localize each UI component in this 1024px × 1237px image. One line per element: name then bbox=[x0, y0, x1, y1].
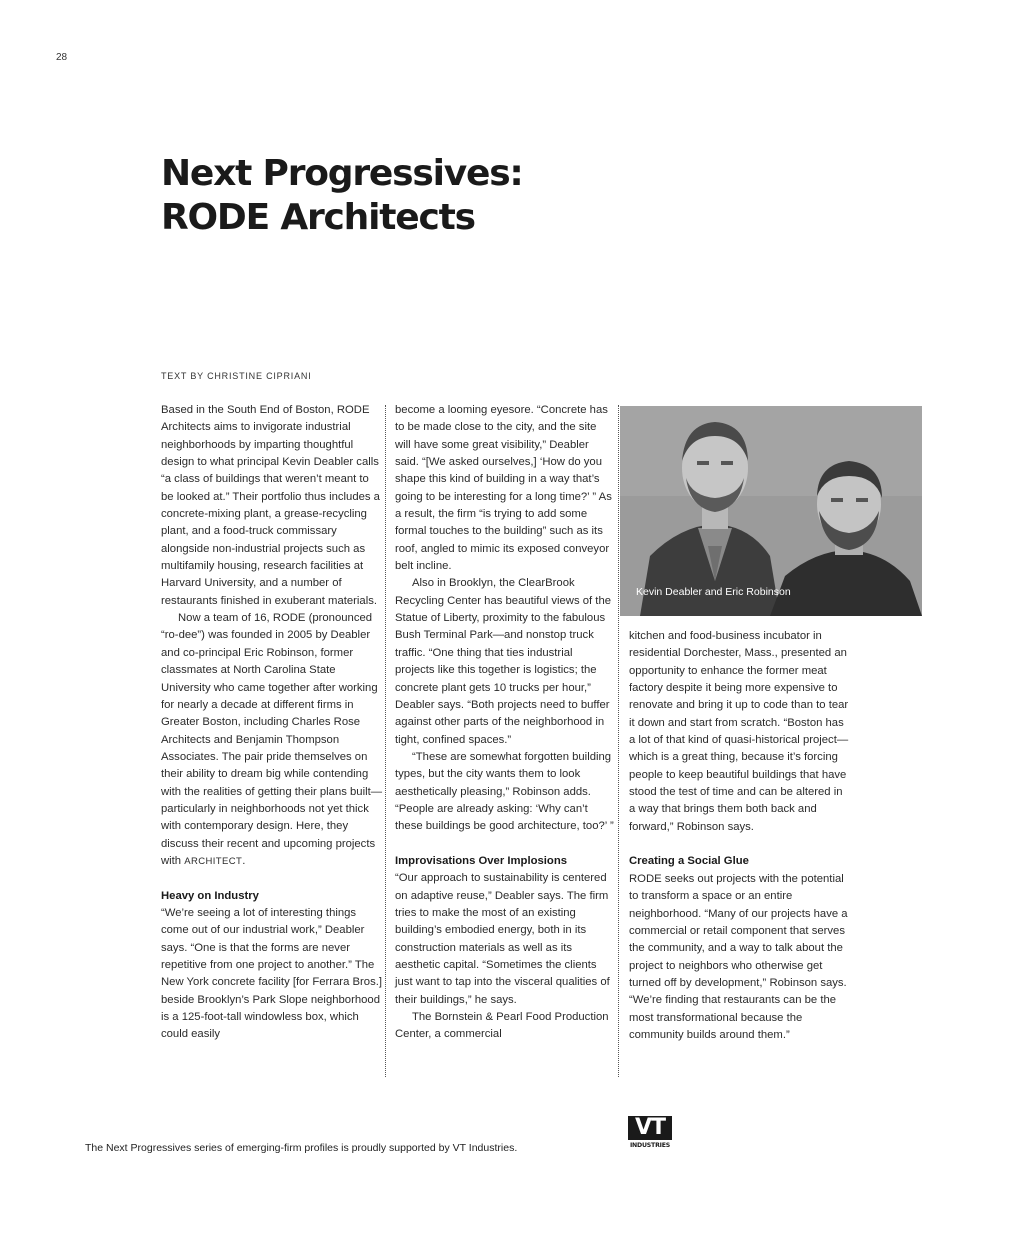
byline: TEXT BY CHRISTINE CIPRIANI bbox=[161, 371, 312, 381]
paragraph: become a looming eyesore. “Concrete has to be made close to the city, and the site will have some great visibility,” Deabler said. “[We asked ourselves,] ‘How do you shape this kind of building in a way that’s going to be interesting for a long time?’ ” As a result, the firm “is trying to add some formal touches to the building” such as its roof, angled to mimic its exposed conveyor belt incline. bbox=[395, 404, 612, 573]
sponsor-note: The Next Progressives series of emerging-firm profiles is proudly supported by VT Industries. bbox=[85, 1142, 518, 1154]
paragraph bbox=[161, 610, 383, 870]
section-heading: Heavy on Industry bbox=[161, 889, 259, 902]
section-heading: Improvisations Over Implosions bbox=[395, 854, 568, 867]
column-divider bbox=[385, 405, 386, 1077]
title-line-1: Next Progressives: bbox=[161, 153, 523, 194]
paragraph: RODE seeks out projects with the potential to transform a space or an entire neighborhood. “Many of our projects have a commercial or retail component that serves the community, and a way to talk about the project to neighbors who otherwise get turned off by development,” Robinson says. “We’re finding that restaurants can be the most transformational because the community builds around them.” bbox=[629, 872, 848, 1041]
photo-caption: Kevin Deabler and Eric Robinson bbox=[636, 586, 791, 598]
column-3 bbox=[629, 628, 851, 1044]
page-number: 28 bbox=[56, 52, 68, 63]
logo-mark: VT bbox=[628, 1116, 672, 1140]
paragraph: Also in Brooklyn, the ClearBrook Recycling Center has beautiful views of the Statue of Liberty, proximity to the fabulous Bush Terminal Park—and nonstop truck traffic. “One thing that ties industrial projects like this together is logistics; the concrete plant gets 10 trucks per hour,” Deabler says. “Both projects need to buffer against other parts of the neighborhood in tight, confined spaces.” bbox=[395, 577, 612, 746]
title-line-2: RODE Architects bbox=[161, 197, 475, 238]
vt-industries-logo bbox=[628, 1116, 672, 1154]
paragraph: Based in the South End of Boston, RODE Architects aims to invigorate industrial neighborhoods by imparting thoughtful design to what principal Kevin Deabler calls “a class of buildings that weren’t meant to be looked at.” Their portfolio thus includes a concrete-mixing plant, a grease-recycling plant, and a food-truck commissary alongside non-industrial projects such as multifamily housing, research facilities at Harvard University, and a number of restaurants finished in exuberant materials. bbox=[161, 404, 380, 607]
logo-wordmark: INDUSTRIES bbox=[629, 1142, 671, 1149]
column-2 bbox=[395, 402, 615, 1044]
magazine-name: ARCHITECT bbox=[184, 855, 243, 867]
column-1 bbox=[161, 402, 383, 1044]
article-title bbox=[161, 152, 523, 240]
paragraph: “We’re seeing a lot of interesting things come out of our industrial work,” Deabler says. “One is that the forms are never repetitive from one project to another.” The New York concrete facility [for Ferrara Bros.] beside Brooklyn’s Park Slope neighborhood is a 125-foot-tall windowless box, which could easily bbox=[161, 906, 382, 1041]
paragraph: The Bornstein & Pearl Food Production Center, a commercial bbox=[395, 1011, 609, 1041]
column-divider bbox=[618, 405, 619, 1077]
paragraph-text: Now a team of 16, RODE (pronounced “ro-dee”) was founded in 2005 by Deabler and co-principal Eric Robinson, former classmates at North Carolina State University who came together after working for nearly a decade at different firms in Greater Boston, including Charles Rose Architects and Benjamin Thompson Associates. The pair pride themselves on their ability to dream big while contending with the realities of getting their plans built—particularly in neighborhoods not yet thick with contemporary design. Here, they discuss their recent and upcoming projects with bbox=[161, 612, 383, 867]
section-heading: Creating a Social Glue bbox=[629, 855, 749, 868]
portrait-photo bbox=[620, 406, 922, 616]
paragraph: “Our approach to sustainability is centered on adaptive reuse,” Deabler says. The firm tries to make the most of an existing building’s embodied energy, both in its construction materials as well as its aesthetic capital. “Sometimes the clients just want to tap into the visceral qualities of their buildings,” he says. bbox=[395, 872, 610, 1006]
paragraph: “These are somewhat forgotten building types, but the city wants them to look aesthetically pleasing,” Robinson adds. “People are already asking: ‘Why can’t these buildings be good architecture, too?’ ” bbox=[395, 750, 614, 833]
paragraph-end: . bbox=[242, 854, 246, 867]
paragraph: kitchen and food-business incubator in residential Dorchester, Mass., presented an opportunity to enhance the former meat factory despite it being more expensive to renovate and bring it up to code than to tear it down and start from scratch. “Boston has a lot of that kind of quasi-historical project—which is a great thing, because it’s forcing people to keep beautiful buildings that have stood the test of time and can be altered in a way that brings them both back and forward,” Robinson says. bbox=[629, 630, 849, 833]
portrait-illustration bbox=[620, 406, 922, 616]
